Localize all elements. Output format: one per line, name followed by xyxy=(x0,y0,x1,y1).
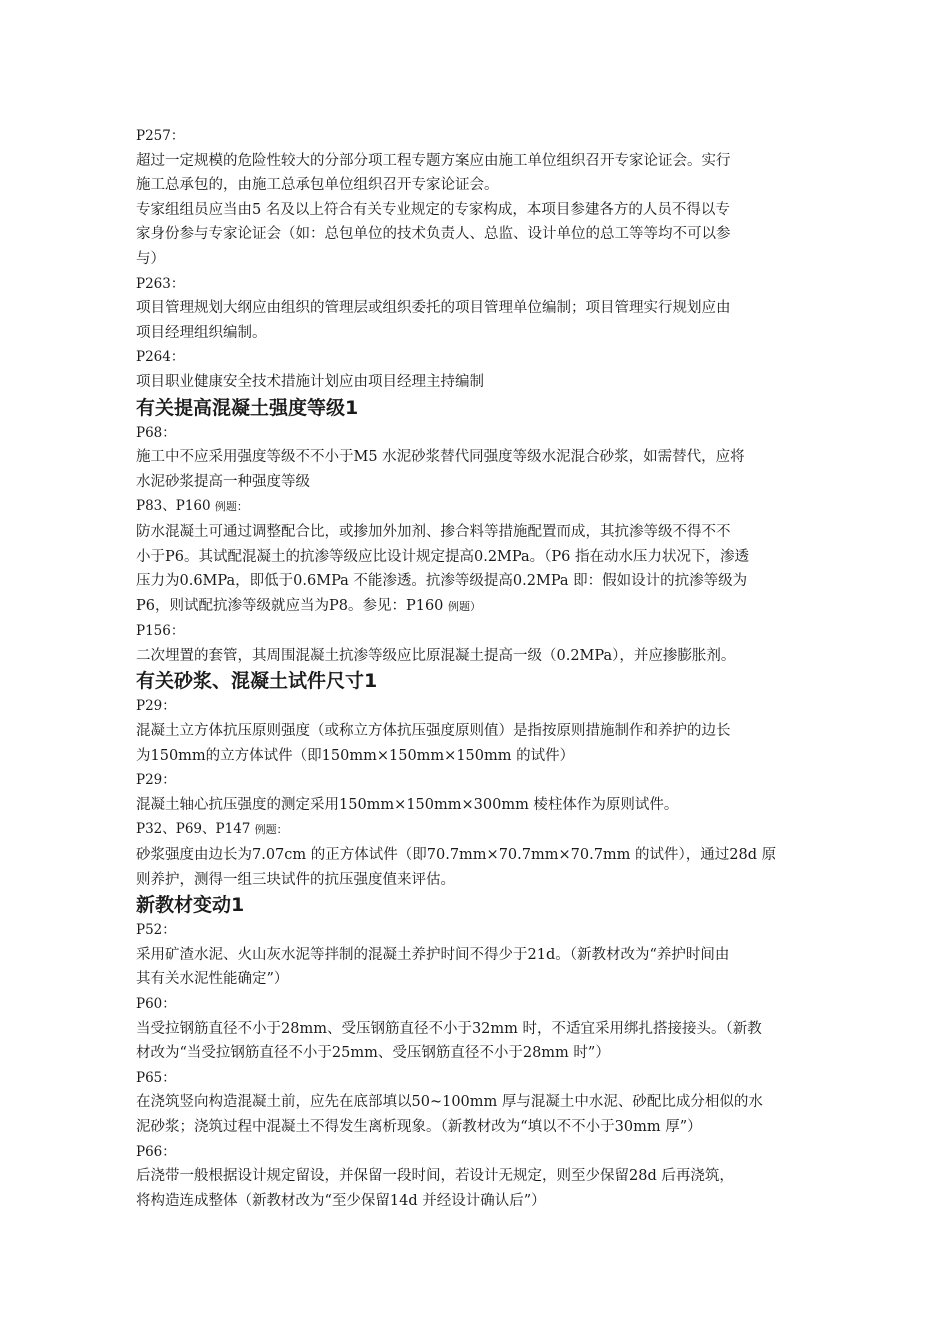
page-reference-text: P156： xyxy=(136,623,185,640)
page-reference xyxy=(136,1066,836,1091)
paragraph-line xyxy=(136,545,836,570)
paragraph-line xyxy=(136,569,836,594)
paragraph-line xyxy=(136,868,836,893)
paragraph-line xyxy=(136,793,836,818)
example-note: 例题： xyxy=(214,500,248,514)
paragraph-text: 施工中不应采用强度等级不不小于M5 水泥砂浆替代同强度等级水泥混合砂浆，如需替代，应将 xyxy=(136,449,745,466)
page-reference-text: P263： xyxy=(136,275,185,292)
paragraph-text: 施工总承包的，由施工总承包单位组织召开专家论证会。 xyxy=(136,177,499,194)
page-reference xyxy=(136,345,836,370)
page-reference xyxy=(136,421,836,446)
paragraph-line xyxy=(136,173,836,198)
page-reference xyxy=(136,918,836,943)
paragraph-text: 压力为0.6MPa，即低于0.6MPa 不能渗透。抗渗等级提高0.2MPa 即：假如设计的抗渗等级为 xyxy=(136,573,748,590)
paragraph-text: 其有关水泥性能确定”） xyxy=(136,971,289,988)
paragraph-text: 项目管理规划大纲应由组织的管理层或组织委托的项目管理单位编制；项目管理实行规划应由 xyxy=(136,300,731,317)
section-heading: 新教材变动1 xyxy=(136,894,245,917)
page-reference-text: P29： xyxy=(136,772,176,789)
paragraph-text: 水泥砂浆提高一种强度等级 xyxy=(136,473,310,490)
page-reference xyxy=(136,124,836,149)
page-reference xyxy=(136,992,836,1017)
paragraph-text: 防水混凝土可通过调整配合比，或掺加外加剂、掺合料等措施配置而成，其抗渗等级不得不不 xyxy=(136,523,731,540)
paragraph-line xyxy=(136,1017,836,1042)
paragraph-text: 项目职业健康安全技术措施计划应由项目经理主持编制 xyxy=(136,373,484,390)
paragraph-text: 则养护，测得一组三块试件的抗压强度值来评估。 xyxy=(136,871,455,888)
paragraph-text: 采用矿渣水泥、火山灰水泥等拌制的混凝土养护时间不得少于21d。（新教材改为“养护时间由 xyxy=(136,946,730,963)
paragraph-line xyxy=(136,1115,836,1140)
page-reference xyxy=(136,1140,836,1165)
paragraph-line xyxy=(136,594,836,620)
paragraph-text: 二次埋置的套管，其周围混凝土抗渗等级应比原混凝土提高一级（0.2MPa），并应掺膨胀剂。 xyxy=(136,647,736,664)
paragraph-line xyxy=(136,719,836,744)
page-reference-text: P60： xyxy=(136,996,176,1012)
paragraph-line xyxy=(136,470,836,495)
paragraph-line xyxy=(136,1164,836,1189)
paragraph-text: 与） xyxy=(136,250,165,267)
paragraph-line xyxy=(136,445,836,470)
page-reference-text: P257： xyxy=(136,128,185,144)
paragraph-line xyxy=(136,222,836,247)
section-heading: 有关砂浆、混凝土试件尺寸1 xyxy=(136,670,378,693)
paragraph-line xyxy=(136,1041,836,1066)
document-page xyxy=(136,124,836,1213)
page-reference xyxy=(136,494,836,520)
page-reference xyxy=(136,694,836,719)
page-reference xyxy=(136,619,836,644)
paragraph-text: 材改为“当受拉钢筋直径不小于25mm、受压钢筋直径不小于28mm 时”） xyxy=(136,1045,610,1062)
paragraph-text: 将构造连成整体（新教材改为“至少保留14d 并经设计确认后”） xyxy=(136,1192,546,1209)
page-reference-text: P65： xyxy=(136,1069,176,1086)
paragraph-line xyxy=(136,321,836,346)
paragraph-line xyxy=(136,1189,836,1214)
section-heading: 有关提高混凝土强度等级1 xyxy=(136,396,359,419)
page-reference xyxy=(136,272,836,297)
paragraph-line xyxy=(136,296,836,321)
paragraph-line xyxy=(136,520,836,545)
paragraph-text: 家身份参与专家论证会（如：总包单位的技术负责人、总监、设计单位的总工等等均不可以参 xyxy=(136,226,731,243)
paragraph-line xyxy=(136,370,836,395)
paragraph-text: 混凝土立方体抗压原则强度（或称立方体抗压强度原则值）是指按原则措施制作和养护的边长 xyxy=(136,723,731,740)
paragraph-text: 砂浆强度由边长为7.07cm 的正方体试件（即70.7mm×70.7mm×70.7mm 的试件），通过28d 原 xyxy=(136,847,777,864)
page-reference-text: P29： xyxy=(136,698,176,715)
paragraph-text: 后浇带一般根据设计规定留设，并保留一段时间，若设计无规定，则至少保留28d 后再浇筑， xyxy=(136,1168,734,1185)
paragraph-line xyxy=(136,247,836,272)
page-reference-text: P264： xyxy=(136,349,185,366)
page-reference-text: P68： xyxy=(136,424,176,441)
paragraph-text: 专家组组员应当由5 名及以上符合有关专业规定的专家构成，本项目参建各方的人员不得以专 xyxy=(136,201,730,218)
paragraph-line xyxy=(136,843,836,868)
page-reference xyxy=(136,768,836,793)
paragraph-text: 泥砂浆；浇筑过程中混凝土不得发生离析现象。（新教材改为“填以不不小于30mm 厚”） xyxy=(136,1118,702,1135)
paragraph-text: 为150mm的立方体试件（即150mm×150mm×150mm 的试件） xyxy=(136,747,575,764)
paragraph-line xyxy=(136,198,836,223)
paragraph-text: 小于P6。其试配混凝土的抗渗等级应比设计规定提高0.2MPa。（P6 指在动水压力状况下，渗透 xyxy=(136,548,749,565)
paragraph-line xyxy=(136,1090,836,1115)
paragraph-line xyxy=(136,149,836,174)
example-note: 例题： xyxy=(254,823,288,837)
paragraph-line xyxy=(136,644,836,669)
page-reference-text: P66： xyxy=(136,1143,176,1160)
paragraph-text: 超过一定规模的危险性较大的分部分项工程专题方案应由施工单位组织召开专家论证会。实行 xyxy=(136,152,731,169)
paragraph-text: 当受拉钢筋直径不小于28mm、受压钢筋直径不小于32mm 时，不适宜采用绑扎搭接接头。（新教 xyxy=(136,1020,762,1037)
paragraph-line xyxy=(136,744,836,769)
paragraph-text: 在浇筑竖向构造混凝土前，应先在底部填以50~100mm 厚与混凝土中水泥、砂配比成分相似的水 xyxy=(136,1094,763,1111)
paragraph-text: 混凝土轴心抗压强度的测定采用150mm×150mm×300mm 棱柱体作为原则试件。 xyxy=(136,796,679,813)
page-reference-text: P83、P160 xyxy=(136,498,215,515)
paragraph-text: P6，则试配抗渗等级就应当为P8。参见：P160 xyxy=(136,597,449,614)
paragraph-line xyxy=(136,967,836,992)
paragraph-text: 项目经理组织编制。 xyxy=(136,324,267,341)
page-reference-text: P32、P69、P147 xyxy=(136,821,255,838)
paragraph-line xyxy=(136,943,836,968)
example-note: 例题） xyxy=(448,599,482,613)
page-reference xyxy=(136,817,836,843)
page-reference-text: P52： xyxy=(136,922,176,939)
